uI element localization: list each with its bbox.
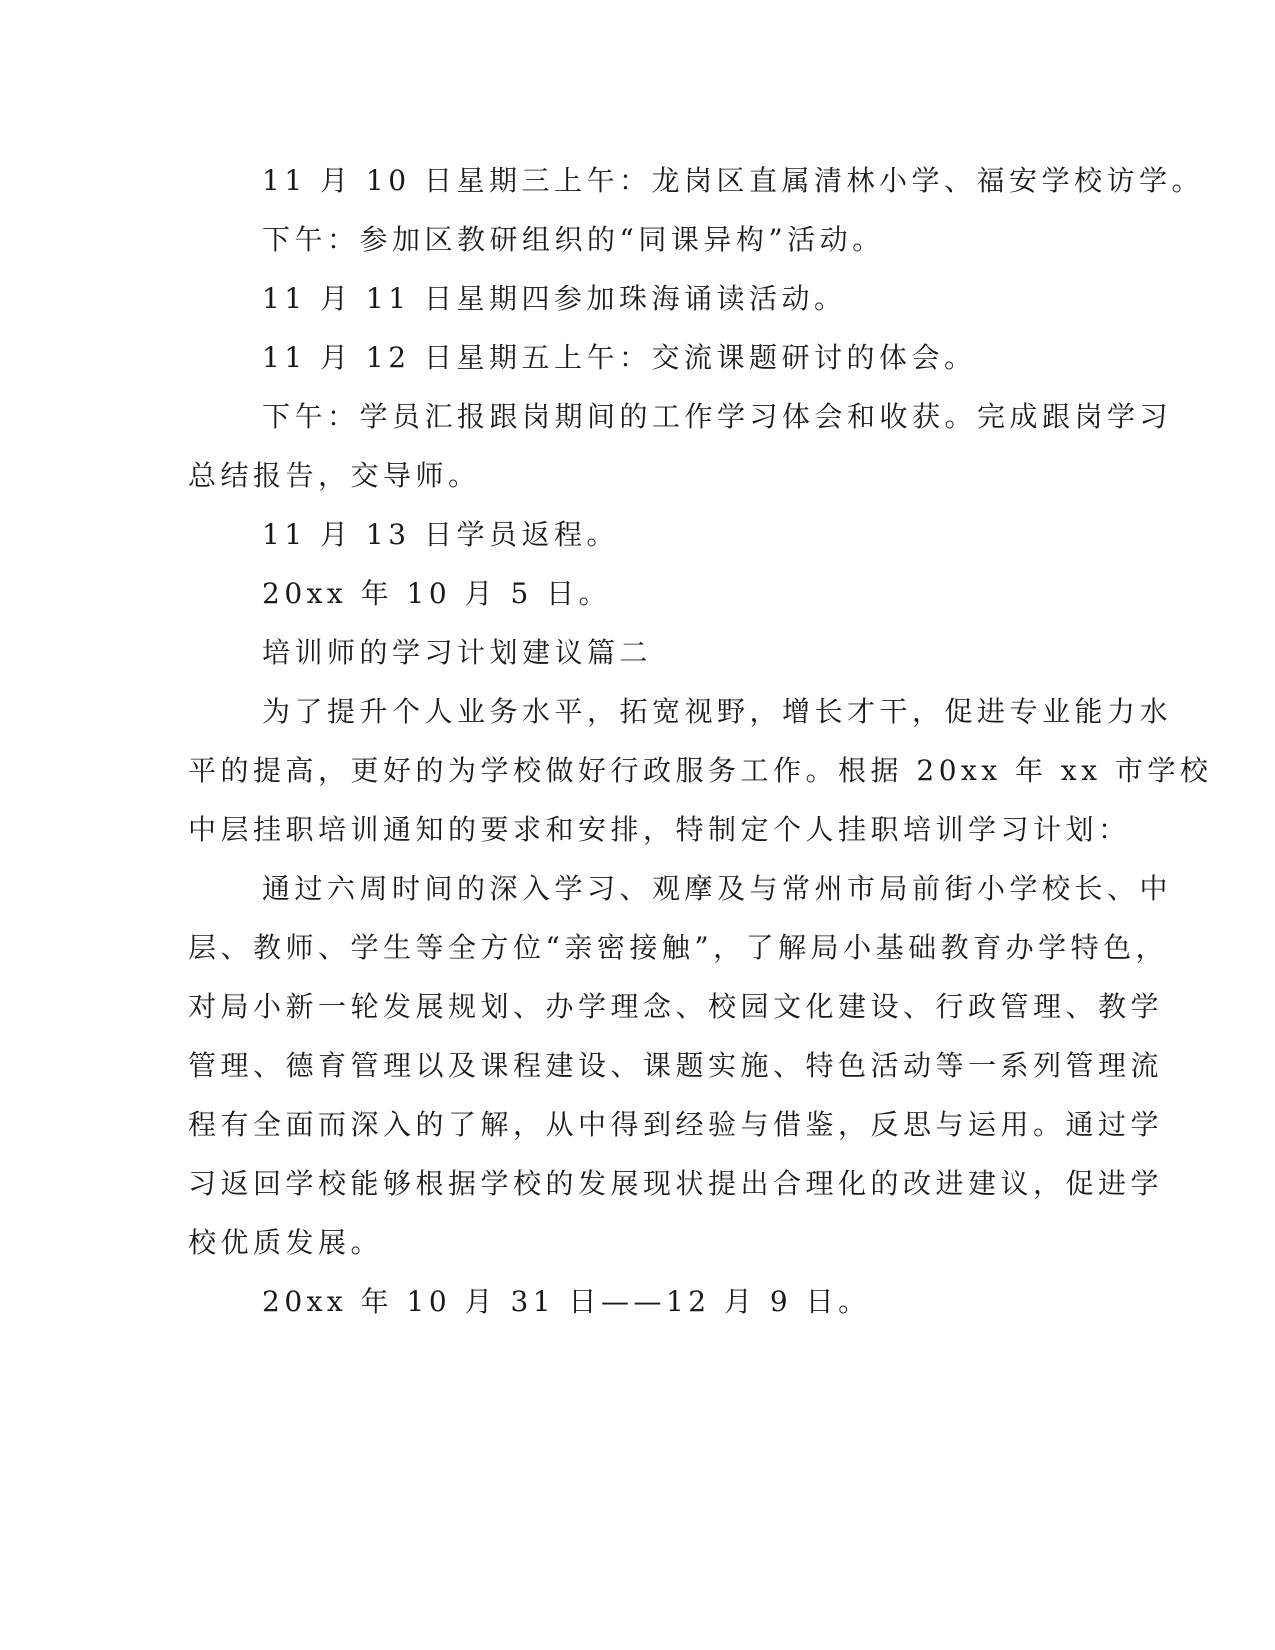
paragraph-line: 为了提升个人业务水平，拓宽视野，增长才干，促进专业能力水 [262,695,1173,728]
schedule-nov-10-afternoon: 下午：参加区教研组织的“同课异构”活动。 [262,223,885,256]
date-line: 20xx 年 10 月 5 日。 [262,577,612,610]
paragraph-line: 习返回学校能够根据学校的发展现状提出合理化的改进建议，促进学 [188,1167,1164,1200]
schedule-nov-10-morning: 11 月 10 日星期三上午：龙岗区直属清林小学、福安学校访学。 [262,164,1204,197]
paragraph-line: 对局小新一轮发展规划、办学理念、校园文化建设、行政管理、教学 [188,990,1164,1023]
paragraph-line: 平的提高，更好的为学校做好行政服务工作。根据 20xx 年 xx 市学校 [188,754,1213,787]
schedule-nov-11: 11 月 11 日星期四参加珠海诵读活动。 [262,282,847,315]
schedule-nov-12-morning: 11 月 12 日星期五上午：交流课题研讨的体会。 [262,341,977,374]
paragraph-line: 通过六周时间的深入学习、观摩及与常州市局前街小学校长、中 [262,872,1173,905]
schedule-nov-13: 11 月 13 日学员返程。 [262,518,619,551]
paragraph-line: 管理、德育管理以及课程建设、课题实施、特色活动等一系列管理流 [188,1049,1164,1082]
paragraph-line: 层、教师、学生等全方位“亲密接触”，了解局小基础教育办学特色， [188,931,1169,964]
paragraph-line: 程有全面而深入的了解，从中得到经验与借鉴，反思与运用。通过学 [188,1108,1164,1141]
schedule-nov-12-afternoon-cont: 总结报告，交导师。 [188,459,481,492]
schedule-nov-12-afternoon: 下午：学员汇报跟岗期间的工作学习体会和收获。完成跟岗学习 [262,400,1173,433]
section-heading: 培训师的学习计划建议篇二 [262,636,653,669]
paragraph-line: 中层挂职培训通知的要求和安排，特制定个人挂职培训学习计划： [188,813,1131,846]
date-range-line: 20xx 年 10 月 31 日——12 月 9 日。 [262,1285,871,1318]
paragraph-line: 校优质发展。 [188,1226,384,1259]
